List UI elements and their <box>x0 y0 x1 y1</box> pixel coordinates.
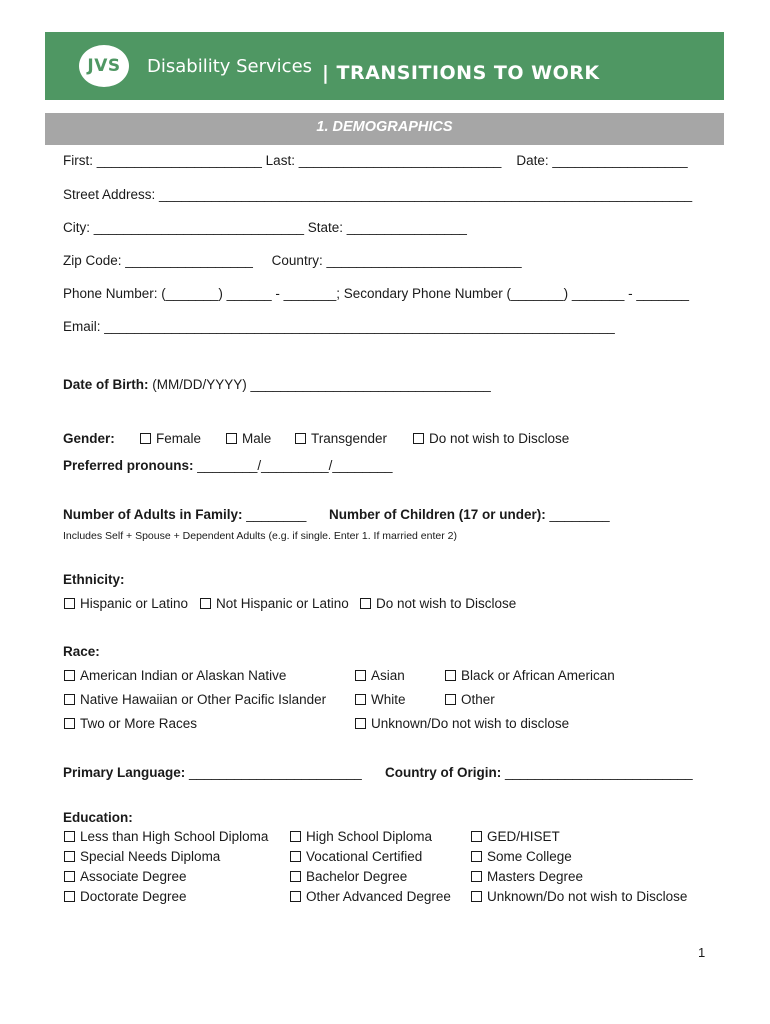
education-option-other-advanced[interactable]: Other Advanced Degree <box>290 889 451 904</box>
page-number: 1 <box>698 945 706 960</box>
origin-label: Country of Origin: <box>385 765 502 780</box>
pronouns-value: ________/_________/________ <box>193 458 393 473</box>
checkbox-icon <box>226 433 237 444</box>
checkbox-icon <box>290 831 301 842</box>
education-option-special-needs[interactable]: Special Needs Diploma <box>64 849 220 864</box>
checkbox-icon <box>355 718 366 729</box>
checkbox-icon <box>64 694 75 705</box>
pronouns-label: Preferred pronouns: <box>63 458 194 473</box>
name-date-field[interactable]: First: ______________________ Last: ___________________________ Date: __________________ <box>63 153 688 168</box>
checkbox-icon <box>290 851 301 862</box>
phone-field[interactable]: Phone Number: (_______) ______ - _______; Secondary Phone Number (_______) _______ - _______ <box>63 286 689 301</box>
dob-field[interactable] <box>63 377 491 392</box>
adults-field[interactable] <box>63 507 306 522</box>
race-option-other[interactable]: Other <box>445 692 495 707</box>
checkbox-icon <box>200 598 211 609</box>
race-option-unknown[interactable]: Unknown/Do not wish to disclose <box>355 716 569 731</box>
gender-option-transgender[interactable]: Transgender <box>295 431 387 446</box>
race-option-white[interactable]: White <box>355 692 406 707</box>
street-address-field[interactable]: Street Address: _______________________________________________________________________ <box>63 187 693 202</box>
email-field[interactable]: Email: ____________________________________________________________________ <box>63 319 615 334</box>
ethnicity-option-no-disclose[interactable]: Do not wish to Disclose <box>360 596 516 611</box>
race-option-asian[interactable]: Asian <box>355 668 405 683</box>
education-option-bachelor[interactable]: Bachelor Degree <box>290 869 407 884</box>
gender-option-male[interactable]: Male <box>226 431 271 446</box>
language-label: Primary Language: <box>63 765 186 780</box>
education-option-ged[interactable]: GED/HISET <box>471 829 560 844</box>
children-value: ________ <box>545 507 610 522</box>
education-option-less-than-hs[interactable]: Less than High School Diploma <box>64 829 268 844</box>
ethnicity-option-hispanic[interactable]: Hispanic or Latino <box>64 596 188 611</box>
checkbox-icon <box>64 831 75 842</box>
education-option-hs-diploma[interactable]: High School Diploma <box>290 829 432 844</box>
checkbox-icon <box>445 694 456 705</box>
family-note: Includes Self + Spouse + Dependent Adults (e.g. if single. Enter 1. If married enter 2) <box>63 530 457 542</box>
checkbox-icon <box>445 670 456 681</box>
checkbox-icon <box>471 871 482 882</box>
education-label: Education: <box>63 810 133 825</box>
checkbox-icon <box>140 433 151 444</box>
checkbox-icon <box>64 871 75 882</box>
gender-option-female[interactable]: Female <box>140 431 201 446</box>
race-option-american-indian[interactable]: American Indian or Alaskan Native <box>64 668 286 683</box>
checkbox-icon <box>64 851 75 862</box>
gender-option-no-disclose[interactable]: Do not wish to Disclose <box>413 431 569 446</box>
section-header-demographics: 1. DEMOGRAPHICS <box>45 113 724 145</box>
ethnicity-label: Ethnicity: <box>63 572 125 587</box>
language-value: _______________________ <box>185 765 362 780</box>
checkbox-icon <box>64 670 75 681</box>
jvs-logo <box>79 45 129 87</box>
page-title: | TRANSITIONS TO WORK <box>322 62 600 84</box>
race-option-native-hawaiian[interactable]: Native Hawaiian or Other Pacific Islander <box>64 692 326 707</box>
pronouns-field[interactable] <box>63 458 393 473</box>
race-option-black[interactable]: Black or African American <box>445 668 615 683</box>
checkbox-icon <box>360 598 371 609</box>
children-field[interactable] <box>329 507 610 522</box>
checkbox-icon <box>290 871 301 882</box>
dob-label: Date of Birth: <box>63 377 149 392</box>
checkbox-icon <box>355 670 366 681</box>
origin-value: _________________________ <box>501 765 693 780</box>
origin-field[interactable] <box>385 765 693 780</box>
adults-label: Number of Adults in Family: <box>63 507 243 522</box>
race-option-two-or-more[interactable]: Two or More Races <box>64 716 197 731</box>
checkbox-icon <box>413 433 424 444</box>
education-option-associate[interactable]: Associate Degree <box>64 869 187 884</box>
checkbox-icon <box>471 851 482 862</box>
checkbox-icon <box>471 831 482 842</box>
header-banner <box>45 32 724 100</box>
zip-country-field[interactable]: Zip Code: _________________ Country: __________________________ <box>63 253 522 268</box>
checkbox-icon <box>295 433 306 444</box>
checkbox-icon <box>64 891 75 902</box>
gender-label: Gender: <box>63 431 115 446</box>
children-label: Number of Children (17 or under): <box>329 507 546 522</box>
checkbox-icon <box>64 598 75 609</box>
race-label: Race: <box>63 644 100 659</box>
education-option-doctorate[interactable]: Doctorate Degree <box>64 889 187 904</box>
language-field[interactable] <box>63 765 362 780</box>
education-option-unknown[interactable]: Unknown/Do not wish to Disclose <box>471 889 687 904</box>
dob-value: (MM/DD/YYYY) ________________________________ <box>148 377 491 392</box>
education-option-some-college[interactable]: Some College <box>471 849 572 864</box>
ethnicity-option-not-hispanic[interactable]: Not Hispanic or Latino <box>200 596 349 611</box>
education-option-masters[interactable]: Masters Degree <box>471 869 583 884</box>
checkbox-icon <box>64 718 75 729</box>
checkbox-icon <box>471 891 482 902</box>
city-state-field[interactable]: City: ____________________________ State: ________________ <box>63 220 467 235</box>
org-name: Disability Services <box>147 56 313 77</box>
logo-text: JVS <box>87 56 121 76</box>
checkbox-icon <box>355 694 366 705</box>
adults-value: ________ <box>242 507 307 522</box>
education-option-vocational[interactable]: Vocational Certified <box>290 849 422 864</box>
checkbox-icon <box>290 891 301 902</box>
